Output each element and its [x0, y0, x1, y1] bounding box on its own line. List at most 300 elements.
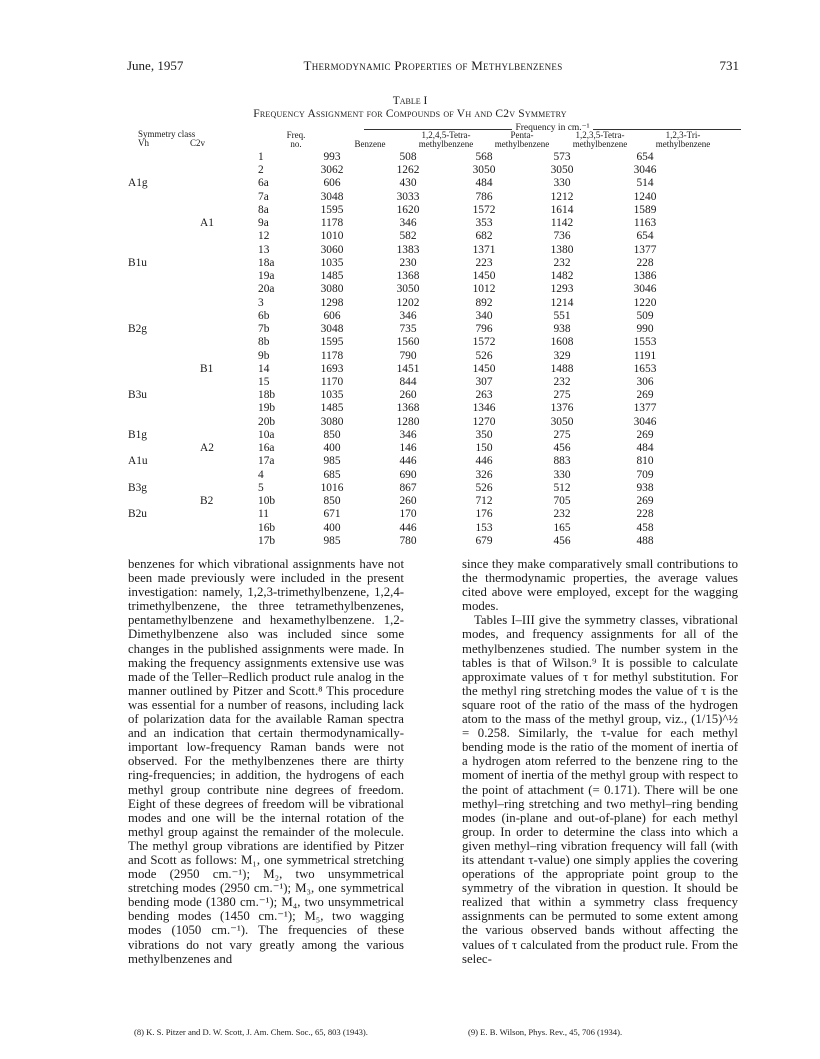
tetra-1245-freq-cell: 170 [399, 508, 417, 521]
penta-freq-cell: 223 [475, 256, 493, 269]
freq-no-cell: 9a [258, 217, 269, 230]
freq-no-cell: 16b [258, 521, 276, 534]
benzene-freq-cell: 3060 [320, 243, 344, 256]
body-paragraph: since they make comparatively small contributions to the thermodynamic properties, the average values cited above were employed, except for the wagging modes. [462, 557, 738, 614]
body-paragraph: Tables I–III give the symmetry classes, vibrational modes, and frequency assignments for all of the methylbenzenes studied. The number system in the tables is that of Wilson.⁹ It is possible to calculate approximate values of τ for methyl substitution. For the methyl ring stretching modes the value of τ is the square root of the ratio of the mass of the hydrogen atom to the mass of the methyl group, viz., (1/15)^½ = 0.258. Similarly, the τ-value for each methyl bending mode is the ratio of the moment of inertia of a hydrogen atom referred to the benzene ring to the moment of inertia of the methyl group with respect to the point of attachment (= 0.171). There will be one methyl–ring stretching and two methyl–ring bending modes (in-plane and out-of-plane) for each methyl group. In order to determine the class into which a given methyl–ring vibration frequency will fall (with its attendant τ-value) one simply applies the covering operations of the appropriate point group to the symmetry of the vibration in question. It should be realized that within a symmetry class frequency assignments can be permuted to some extent among the various observed bands without affecting the values of τ calculated from the product rule. From the selec- [462, 613, 738, 966]
table-row [128, 217, 686, 230]
table-row [128, 204, 686, 217]
symmetry-class-c2v-cell [200, 204, 258, 217]
freq-no-cell: 19a [258, 270, 275, 283]
body-paragraph: benzenes for which vibrational assignments have not been made previously were included in the present investigation: namely, 1,2,3-trimethylbenzene, 1,2,4-trimethylbenzene, the three tetramethylbenzenes, pentamethylbenzene and hexamethylbenzene. 1,2-Dimethylbenzene also was included since some changes in the published assignments were made. In making the frequency assignments extensive use was made of the Teller–Redlich product rule analog in the manner outlined by Pitzer and Scott.⁸ This procedure was essential for a number of reasons, including lack of polarization data for the available Raman spectra and an indication that certain thermodynamically-important low-frequency Raman bands were not observed. For the methylbenzenes there are thirty ring-frequencies; in addition, the hydrogens of each methyl group contribute nine degrees of freedom. Eight of these degrees of freedom will be vibrational modes and one will be the internal rotation of the methyl group against the remainder of the molecule. The methyl group vibrations are identified by Pitzer and Scott as follows: M₁, one symmetrical stretching mode (2950 cm.⁻¹); M₂, two unsymmetrical stretching modes (2950 cm.⁻¹); M₃, one symmetrical bending mode (1380 cm.⁻¹); M₄, two unsymmetrical bending modes (1450 cm.⁻¹); M₅, two wagging modes (1050 cm.⁻¹). The frequencies of these vibrations do not vary greatly among the various methylbenzenes and [128, 557, 404, 966]
benzene-freq-cell: 3062 [320, 164, 344, 177]
tetra-1235-freq-cell: 1608 [550, 336, 574, 349]
tetra-1245-freq-cell: 430 [399, 177, 417, 190]
benzene-freq-cell: 3080 [320, 415, 344, 428]
running-head-date: June, 1957 [127, 58, 184, 73]
running-head-title: Thermodynamic Properties of Methylbenzenes [303, 58, 563, 73]
table-caption: Frequency Assignment for Compounds of Vh and C2v Symmetry [253, 108, 567, 120]
header-penta-line2: methylbenzene [494, 139, 550, 149]
tetra-1235-freq-cell: 736 [553, 230, 571, 243]
symmetry-class-c2v-cell [200, 230, 258, 243]
symmetry-class-c2v-cell [200, 283, 258, 296]
penta-freq-cell: 796 [475, 323, 493, 336]
table-row [128, 535, 686, 548]
tetra-1235-freq-cell: 165 [553, 521, 571, 534]
benzene-freq-cell: 1035 [320, 389, 344, 402]
symmetry-class-c2v-cell [200, 482, 258, 495]
symmetry-class-vh-cell [128, 336, 200, 349]
symmetry-class-c2v-cell [200, 310, 258, 323]
table-row [128, 310, 686, 323]
symmetry-class-c2v-cell: A2 [200, 442, 214, 455]
tri-123-freq-cell: 810 [636, 455, 654, 468]
tetra-1245-freq-cell: 3050 [396, 283, 420, 296]
symmetry-class-c2v-cell [200, 508, 258, 521]
tetra-1245-freq-cell: 1202 [396, 296, 420, 309]
tetra-1245-freq-cell: 582 [399, 230, 417, 243]
table-row [128, 191, 686, 204]
tetra-1245-freq-cell: 446 [399, 455, 417, 468]
tetra-1235-freq-cell: 551 [553, 309, 571, 322]
penta-freq-cell: 326 [475, 468, 493, 481]
tetra-1235-freq-cell: 1614 [550, 203, 574, 216]
benzene-freq-cell: 985 [323, 455, 341, 468]
symmetry-class-vh-cell: B3u [128, 389, 147, 402]
tri-123-freq-cell: 1191 [633, 349, 657, 362]
benzene-freq-cell: 1035 [320, 256, 344, 269]
benzene-freq-cell: 1485 [320, 402, 344, 415]
penta-freq-cell: 3050 [472, 164, 496, 177]
symmetry-class-vh-cell: A1g [128, 177, 148, 190]
benzene-freq-cell: 3048 [320, 190, 344, 203]
tetra-1245-freq-cell: 260 [399, 495, 417, 508]
tetra-1245-freq-cell: 780 [399, 534, 417, 547]
table-row [128, 270, 686, 283]
table-row [128, 455, 686, 468]
tetra-1235-freq-cell: 883 [553, 455, 571, 468]
freq-no-cell: 19b [258, 402, 276, 415]
freq-no-cell: 18a [258, 256, 275, 269]
penta-freq-cell: 150 [475, 442, 493, 455]
penta-freq-cell: 1572 [472, 336, 496, 349]
tri-123-freq-cell: 269 [636, 495, 654, 508]
header-penta-line1: Penta- [510, 130, 534, 140]
symmetry-class-c2v-cell [200, 336, 258, 349]
freq-no-cell: 9b [258, 349, 270, 362]
tri-123-freq-cell: 3046 [633, 415, 657, 428]
freq-no-cell: 11 [258, 508, 269, 521]
tetra-1245-freq-cell: 146 [399, 442, 417, 455]
symmetry-class-vh-cell: B1g [128, 428, 147, 441]
symmetry-class-vh-cell [128, 376, 200, 389]
penta-freq-cell: 1371 [472, 243, 496, 256]
symmetry-class-c2v-cell [200, 257, 258, 270]
tetra-1235-freq-cell: 3050 [550, 415, 574, 428]
header-tri-123-line2: methylbenzene [655, 139, 711, 149]
table-row [128, 350, 686, 363]
tetra-1245-freq-cell: 1368 [396, 402, 420, 415]
freq-no-cell: 4 [258, 468, 264, 481]
tri-123-freq-cell: 269 [636, 389, 654, 402]
tri-123-freq-cell: 269 [636, 428, 654, 441]
penta-freq-cell: 340 [475, 309, 493, 322]
table-row [128, 376, 686, 389]
tri-123-freq-cell: 1377 [633, 402, 657, 415]
symmetry-class-c2v-cell [200, 323, 258, 336]
tetra-1245-freq-cell: 735 [399, 323, 417, 336]
benzene-freq-cell: 1016 [320, 481, 344, 494]
running-head [127, 58, 739, 76]
freq-no-cell: 10b [258, 495, 276, 508]
table-row [128, 482, 686, 495]
table-row [128, 508, 686, 521]
benzene-freq-cell: 685 [323, 468, 341, 481]
tetra-1245-freq-cell: 346 [399, 309, 417, 322]
tetra-1245-freq-cell: 790 [399, 349, 417, 362]
tetra-1235-freq-cell: 275 [553, 389, 571, 402]
header-tetra-1245-line1: 1,2,4,5-Tetra- [421, 130, 471, 140]
tetra-1235-freq-cell: 938 [553, 323, 571, 336]
tetra-1235-freq-cell: 1293 [550, 283, 574, 296]
tetra-1235-freq-cell: 705 [553, 495, 571, 508]
benzene-freq-cell: 1178 [320, 217, 344, 230]
table-row [128, 389, 686, 402]
tri-123-freq-cell: 938 [636, 481, 654, 494]
body-column-left [128, 557, 404, 966]
symmetry-class-c2v-cell [200, 402, 258, 415]
benzene-freq-cell: 850 [323, 495, 341, 508]
penta-freq-cell: 526 [475, 481, 493, 494]
freq-no-cell: 15 [258, 375, 270, 388]
tetra-1235-freq-cell: 1212 [550, 190, 574, 203]
tetra-1245-freq-cell: 844 [399, 375, 417, 388]
tetra-1235-freq-cell: 3050 [550, 164, 574, 177]
tetra-1245-freq-cell: 446 [399, 521, 417, 534]
freq-no-cell: 18b [258, 389, 276, 402]
symmetry-class-vh-cell [128, 283, 200, 296]
table-row [128, 336, 686, 349]
penta-freq-cell: 1450 [472, 362, 496, 375]
symmetry-class-vh-cell [128, 151, 200, 164]
table-row [128, 469, 686, 482]
penta-freq-cell: 350 [475, 428, 493, 441]
benzene-freq-cell: 1693 [320, 362, 344, 375]
tetra-1245-freq-cell: 346 [399, 217, 417, 230]
tetra-1245-freq-cell: 690 [399, 468, 417, 481]
symmetry-class-vh-cell [128, 164, 200, 177]
tetra-1235-freq-cell: 232 [553, 256, 571, 269]
table-row [128, 177, 686, 190]
benzene-freq-cell: 1298 [320, 296, 344, 309]
table-row [128, 402, 686, 415]
tetra-1235-freq-cell: 1380 [550, 243, 574, 256]
symmetry-class-vh-cell [128, 442, 200, 455]
penta-freq-cell: 712 [475, 495, 493, 508]
benzene-freq-cell: 1170 [320, 375, 344, 388]
symmetry-class-c2v-cell: A1 [200, 217, 214, 230]
tri-123-freq-cell: 484 [636, 442, 654, 455]
symmetry-class-vh-cell [128, 416, 200, 429]
table-row [128, 429, 686, 442]
symmetry-class-c2v-cell [200, 244, 258, 257]
tetra-1245-freq-cell: 1262 [396, 164, 420, 177]
penta-freq-cell: 353 [475, 217, 493, 230]
penta-freq-cell: 307 [475, 375, 493, 388]
table-row [128, 416, 686, 429]
penta-freq-cell: 1450 [472, 270, 496, 283]
tri-123-freq-cell: 514 [636, 177, 654, 190]
penta-freq-cell: 1270 [472, 415, 496, 428]
tri-123-freq-cell: 990 [636, 323, 654, 336]
freq-no-cell: 6b [258, 309, 270, 322]
page-number: 731 [719, 58, 739, 73]
tetra-1235-freq-cell: 1482 [550, 270, 574, 283]
tetra-1235-freq-cell: 330 [553, 177, 571, 190]
benzene-freq-cell: 985 [323, 534, 341, 547]
penta-freq-cell: 176 [475, 508, 493, 521]
freq-no-cell: 12 [258, 230, 270, 243]
penta-freq-cell: 153 [475, 521, 493, 534]
freq-no-cell: 8a [258, 203, 269, 216]
penta-freq-cell: 263 [475, 389, 493, 402]
tri-123-freq-cell: 1589 [633, 203, 657, 216]
freq-no-cell: 10a [258, 428, 275, 441]
symmetry-class-c2v-cell [200, 429, 258, 442]
table-row [128, 297, 686, 310]
header-symmetry-class: Symmetry class [138, 129, 196, 139]
header-tetra-1235-line2: methylbenzene [572, 139, 628, 149]
symmetry-class-c2v-cell [200, 469, 258, 482]
table-row [128, 164, 686, 177]
benzene-freq-cell: 850 [323, 428, 341, 441]
header-benzene: Benzene [354, 139, 386, 149]
benzene-freq-cell: 671 [323, 508, 341, 521]
table-label: Table I [392, 95, 428, 107]
symmetry-class-vh-cell [128, 217, 200, 230]
tetra-1245-freq-cell: 260 [399, 389, 417, 402]
freq-no-cell: 20b [258, 415, 276, 428]
benzene-freq-cell: 3080 [320, 283, 344, 296]
frequency-span-label: Frequency in cm.⁻¹ [512, 123, 592, 133]
tetra-1235-freq-cell: 329 [553, 349, 571, 362]
symmetry-class-vh-cell [128, 350, 200, 363]
symmetry-class-vh-cell: B3g [128, 481, 147, 494]
table-row [128, 495, 686, 508]
benzene-freq-cell: 1595 [320, 336, 344, 349]
benzene-freq-cell: 1010 [320, 230, 344, 243]
penta-freq-cell: 1572 [472, 203, 496, 216]
penta-freq-cell: 1012 [472, 283, 496, 296]
symmetry-class-vh-cell: B2u [128, 508, 147, 521]
freq-no-cell: 17a [258, 455, 275, 468]
tri-123-freq-cell: 1386 [633, 270, 657, 283]
freq-no-cell: 20a [258, 283, 275, 296]
tri-123-freq-cell: 3046 [633, 164, 657, 177]
symmetry-class-vh-cell [128, 495, 200, 508]
tri-123-freq-cell: 458 [636, 521, 654, 534]
tetra-1235-freq-cell: 1488 [550, 362, 574, 375]
symmetry-class-c2v-cell [200, 416, 258, 429]
symmetry-class-c2v-cell: B1 [200, 362, 214, 375]
symmetry-class-c2v-cell [200, 177, 258, 190]
header-vh: Vh [138, 138, 149, 148]
table-row [128, 323, 686, 336]
table-row [128, 522, 686, 535]
tri-123-freq-cell: 488 [636, 534, 654, 547]
tetra-1235-freq-cell: 1214 [550, 296, 574, 309]
tri-123-freq-cell: 1653 [633, 362, 657, 375]
tetra-1235-freq-cell: 1376 [550, 402, 574, 415]
symmetry-class-vh-cell [128, 270, 200, 283]
table-row [128, 230, 686, 243]
freq-no-cell: 1 [258, 151, 264, 163]
tetra-1235-freq-cell: 512 [553, 481, 571, 494]
symmetry-class-vh-cell: B2g [128, 323, 147, 336]
tetra-1235-freq-cell: 232 [553, 508, 571, 521]
penta-freq-cell: 568 [475, 151, 493, 163]
symmetry-class-vh-cell [128, 402, 200, 415]
symmetry-class-c2v-cell [200, 164, 258, 177]
tri-123-freq-cell: 1163 [633, 217, 657, 230]
symmetry-class-c2v-cell [200, 151, 258, 164]
symmetry-class-vh-cell [128, 469, 200, 482]
benzene-freq-cell: 606 [323, 309, 341, 322]
tetra-1245-freq-cell: 3033 [396, 190, 420, 203]
freq-no-cell: 2 [258, 164, 264, 177]
table-row [128, 151, 686, 164]
benzene-freq-cell: 400 [323, 442, 341, 455]
tri-123-freq-cell: 1240 [633, 190, 657, 203]
header-no: no. [290, 139, 302, 149]
tetra-1245-freq-cell: 1451 [396, 362, 420, 375]
tetra-1235-freq-cell: 1142 [550, 217, 574, 230]
header-tri-123-line1: 1,2,3-Tri- [665, 130, 701, 140]
tri-123-freq-cell: 654 [636, 230, 654, 243]
freq-no-cell: 13 [258, 243, 270, 256]
tetra-1235-freq-cell: 456 [553, 534, 571, 547]
symmetry-class-vh-cell [128, 244, 200, 257]
symmetry-class-c2v-cell [200, 389, 258, 402]
header-tetra-1245-line2: methylbenzene [418, 139, 474, 149]
tetra-1245-freq-cell: 1368 [396, 270, 420, 283]
penta-freq-cell: 679 [475, 534, 493, 547]
freq-no-cell: 7b [258, 323, 270, 336]
freq-no-cell: 3 [258, 296, 264, 309]
symmetry-class-vh-cell: A1u [128, 455, 148, 468]
benzene-freq-cell: 1485 [320, 270, 344, 283]
table-row [128, 442, 686, 455]
tetra-1245-freq-cell: 1560 [396, 336, 420, 349]
body-column-right [462, 557, 738, 966]
tetra-1235-freq-cell: 573 [553, 151, 571, 163]
penta-freq-cell: 446 [475, 455, 493, 468]
penta-freq-cell: 892 [475, 296, 493, 309]
benzene-freq-cell: 1178 [320, 349, 344, 362]
tetra-1235-freq-cell: 456 [553, 442, 571, 455]
symmetry-class-vh-cell [128, 363, 200, 376]
tetra-1235-freq-cell: 330 [553, 468, 571, 481]
symmetry-class-c2v-cell [200, 535, 258, 548]
table-row [128, 283, 686, 296]
tri-123-freq-cell: 1553 [633, 336, 657, 349]
tri-123-freq-cell: 3046 [633, 283, 657, 296]
benzene-freq-cell: 1595 [320, 203, 344, 216]
tetra-1245-freq-cell: 1620 [396, 203, 420, 216]
footnote-8: (8) K. S. Pitzer and D. W. Scott, J. Am. Chem. Soc., 65, 803 (1943). [134, 1027, 368, 1037]
symmetry-class-vh-cell [128, 522, 200, 535]
symmetry-class-vh-cell [128, 297, 200, 310]
benzene-freq-cell: 606 [323, 177, 341, 190]
tetra-1245-freq-cell: 508 [399, 151, 417, 163]
table-row [128, 244, 686, 257]
symmetry-class-vh-cell [128, 191, 200, 204]
header-c2v: C2v [190, 138, 206, 148]
tri-123-freq-cell: 709 [636, 468, 654, 481]
penta-freq-cell: 1346 [472, 402, 496, 415]
symmetry-class-vh-cell [128, 204, 200, 217]
tri-123-freq-cell: 509 [636, 309, 654, 322]
footnote-9: (9) E. B. Wilson, Phys. Rev., 45, 706 (1934). [468, 1027, 623, 1037]
freq-no-cell: 17b [258, 534, 276, 547]
freq-no-cell: 16a [258, 442, 275, 455]
freq-no-cell: 5 [258, 481, 264, 494]
symmetry-class-c2v-cell [200, 297, 258, 310]
symmetry-class-vh-cell: B1u [128, 256, 147, 269]
symmetry-class-vh-cell [128, 535, 200, 548]
header-freq: Freq. [286, 130, 306, 140]
benzene-freq-cell: 400 [323, 521, 341, 534]
table-body [128, 151, 686, 548]
symmetry-class-c2v-cell [200, 350, 258, 363]
freq-no-cell: 6a [258, 177, 269, 190]
tetra-1245-freq-cell: 867 [399, 481, 417, 494]
symmetry-class-c2v-cell [200, 455, 258, 468]
tetra-1245-freq-cell: 1280 [396, 415, 420, 428]
symmetry-class-c2v-cell [200, 376, 258, 389]
benzene-freq-cell: 3048 [320, 323, 344, 336]
tri-123-freq-cell: 1377 [633, 243, 657, 256]
tetra-1235-freq-cell: 232 [553, 375, 571, 388]
penta-freq-cell: 786 [475, 190, 493, 203]
penta-freq-cell: 484 [475, 177, 493, 190]
symmetry-class-c2v-cell: B2 [200, 495, 214, 508]
table-row [128, 257, 686, 270]
tri-123-freq-cell: 228 [636, 508, 654, 521]
symmetry-class-c2v-cell [200, 522, 258, 535]
symmetry-class-c2v-cell [200, 270, 258, 283]
benzene-freq-cell: 993 [323, 151, 341, 163]
tri-123-freq-cell: 306 [636, 375, 654, 388]
tetra-1245-freq-cell: 230 [399, 256, 417, 269]
tri-123-freq-cell: 228 [636, 256, 654, 269]
tri-123-freq-cell: 654 [636, 151, 654, 163]
freq-no-cell: 7a [258, 190, 269, 203]
penta-freq-cell: 682 [475, 230, 493, 243]
table-row [128, 363, 686, 376]
symmetry-class-vh-cell [128, 310, 200, 323]
symmetry-class-vh-cell [128, 230, 200, 243]
symmetry-class-c2v-cell [200, 191, 258, 204]
header-tetra-1235-line1: 1,2,3,5-Tetra- [575, 130, 625, 140]
tetra-1245-freq-cell: 1383 [396, 243, 420, 256]
frequency-assignment-table [128, 151, 686, 548]
freq-no-cell: 14 [258, 362, 270, 375]
tetra-1245-freq-cell: 346 [399, 428, 417, 441]
tetra-1235-freq-cell: 275 [553, 428, 571, 441]
freq-no-cell: 8b [258, 336, 270, 349]
tri-123-freq-cell: 1220 [633, 296, 657, 309]
penta-freq-cell: 526 [475, 349, 493, 362]
